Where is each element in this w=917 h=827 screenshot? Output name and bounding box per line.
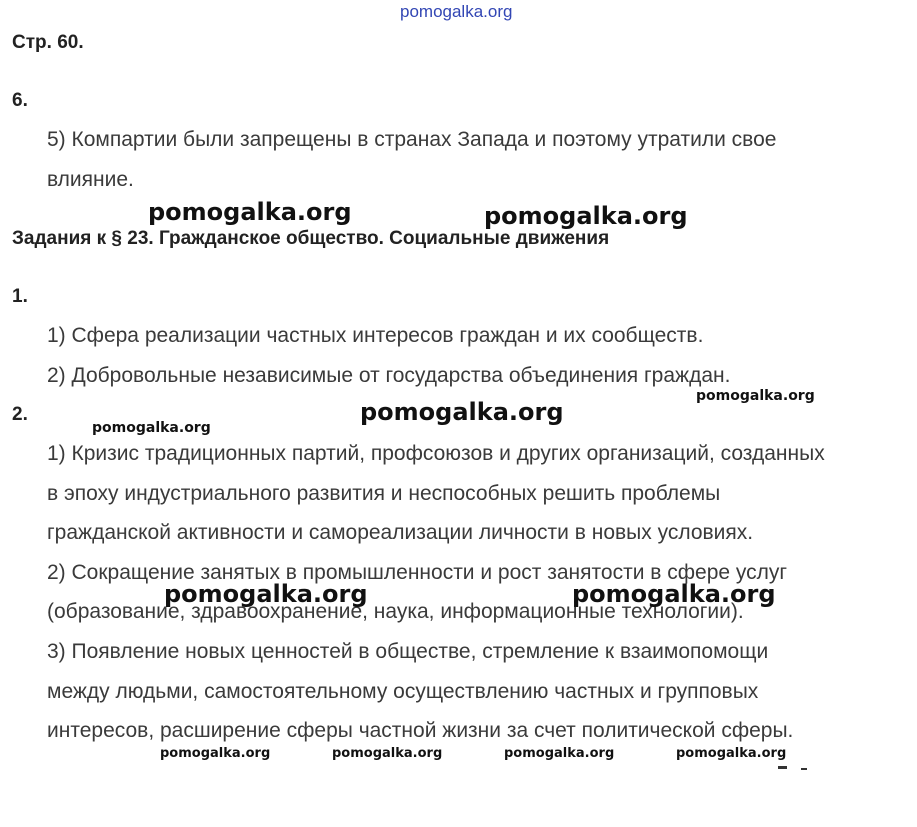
watermark: pomogalka.org <box>160 746 271 761</box>
question-2-line-5: (образование, здравоохранение, наука, информационные технологии). <box>47 600 744 623</box>
question-2-line-8: интересов, расширение сферы частной жизни за счет политической сферы. <box>47 719 794 742</box>
question-2-line-3: гражданской активности и самореализации личности в новых условиях. <box>47 521 754 544</box>
watermark: pomogalka.org <box>360 398 564 426</box>
question-2-line-2: в эпоху индустриального развития и неспособных решить проблемы <box>47 482 721 505</box>
section-title: Задания к § 23. Гражданское общество. Социальные движения <box>12 228 610 249</box>
watermark: pomogalka.org <box>164 580 368 608</box>
page-label: Стр. 60. <box>12 32 84 53</box>
question-2-line-7: между людьми, самостоятельному осуществлению частных и групповых <box>47 680 759 703</box>
dash-mark <box>801 768 807 770</box>
watermark: pomogalka.org <box>484 202 688 230</box>
question-1-number: 1. <box>12 286 28 307</box>
question-2-number: 2. <box>12 404 28 425</box>
watermark: pomogalka.org <box>572 580 776 608</box>
watermark: pomogalka.org <box>332 746 443 761</box>
question-2-line-4: 2) Сокращение занятых в промышленности и рост занятости в сфере услуг <box>47 561 788 584</box>
question-6-number: 6. <box>12 90 28 111</box>
watermark: pomogalka.org <box>696 388 815 404</box>
watermark-top: pomogalka.org <box>400 2 513 21</box>
watermark: pomogalka.org <box>92 420 211 436</box>
question-1-line-2: 2) Добровольные независимые от государства объединения граждан. <box>47 364 731 387</box>
question-1-line-1: 1) Сфера реализации частных интересов граждан и их сообществ. <box>47 324 704 347</box>
question-6-line-2: влияние. <box>47 168 134 191</box>
question-2-line-1: 1) Кризис традиционных партий, профсоюзов и других организаций, созданных <box>47 442 825 465</box>
watermark: pomogalka.org <box>148 198 352 226</box>
watermark: pomogalka.org <box>676 746 787 761</box>
watermark: pomogalka.org <box>504 746 615 761</box>
question-6-line-1: 5) Компартии были запрещены в странах Запада и поэтому утратили свое <box>47 128 777 151</box>
question-2-line-6: 3) Появление новых ценностей в обществе, стремление к взаимопомощи <box>47 640 769 663</box>
dash-mark <box>778 766 787 769</box>
